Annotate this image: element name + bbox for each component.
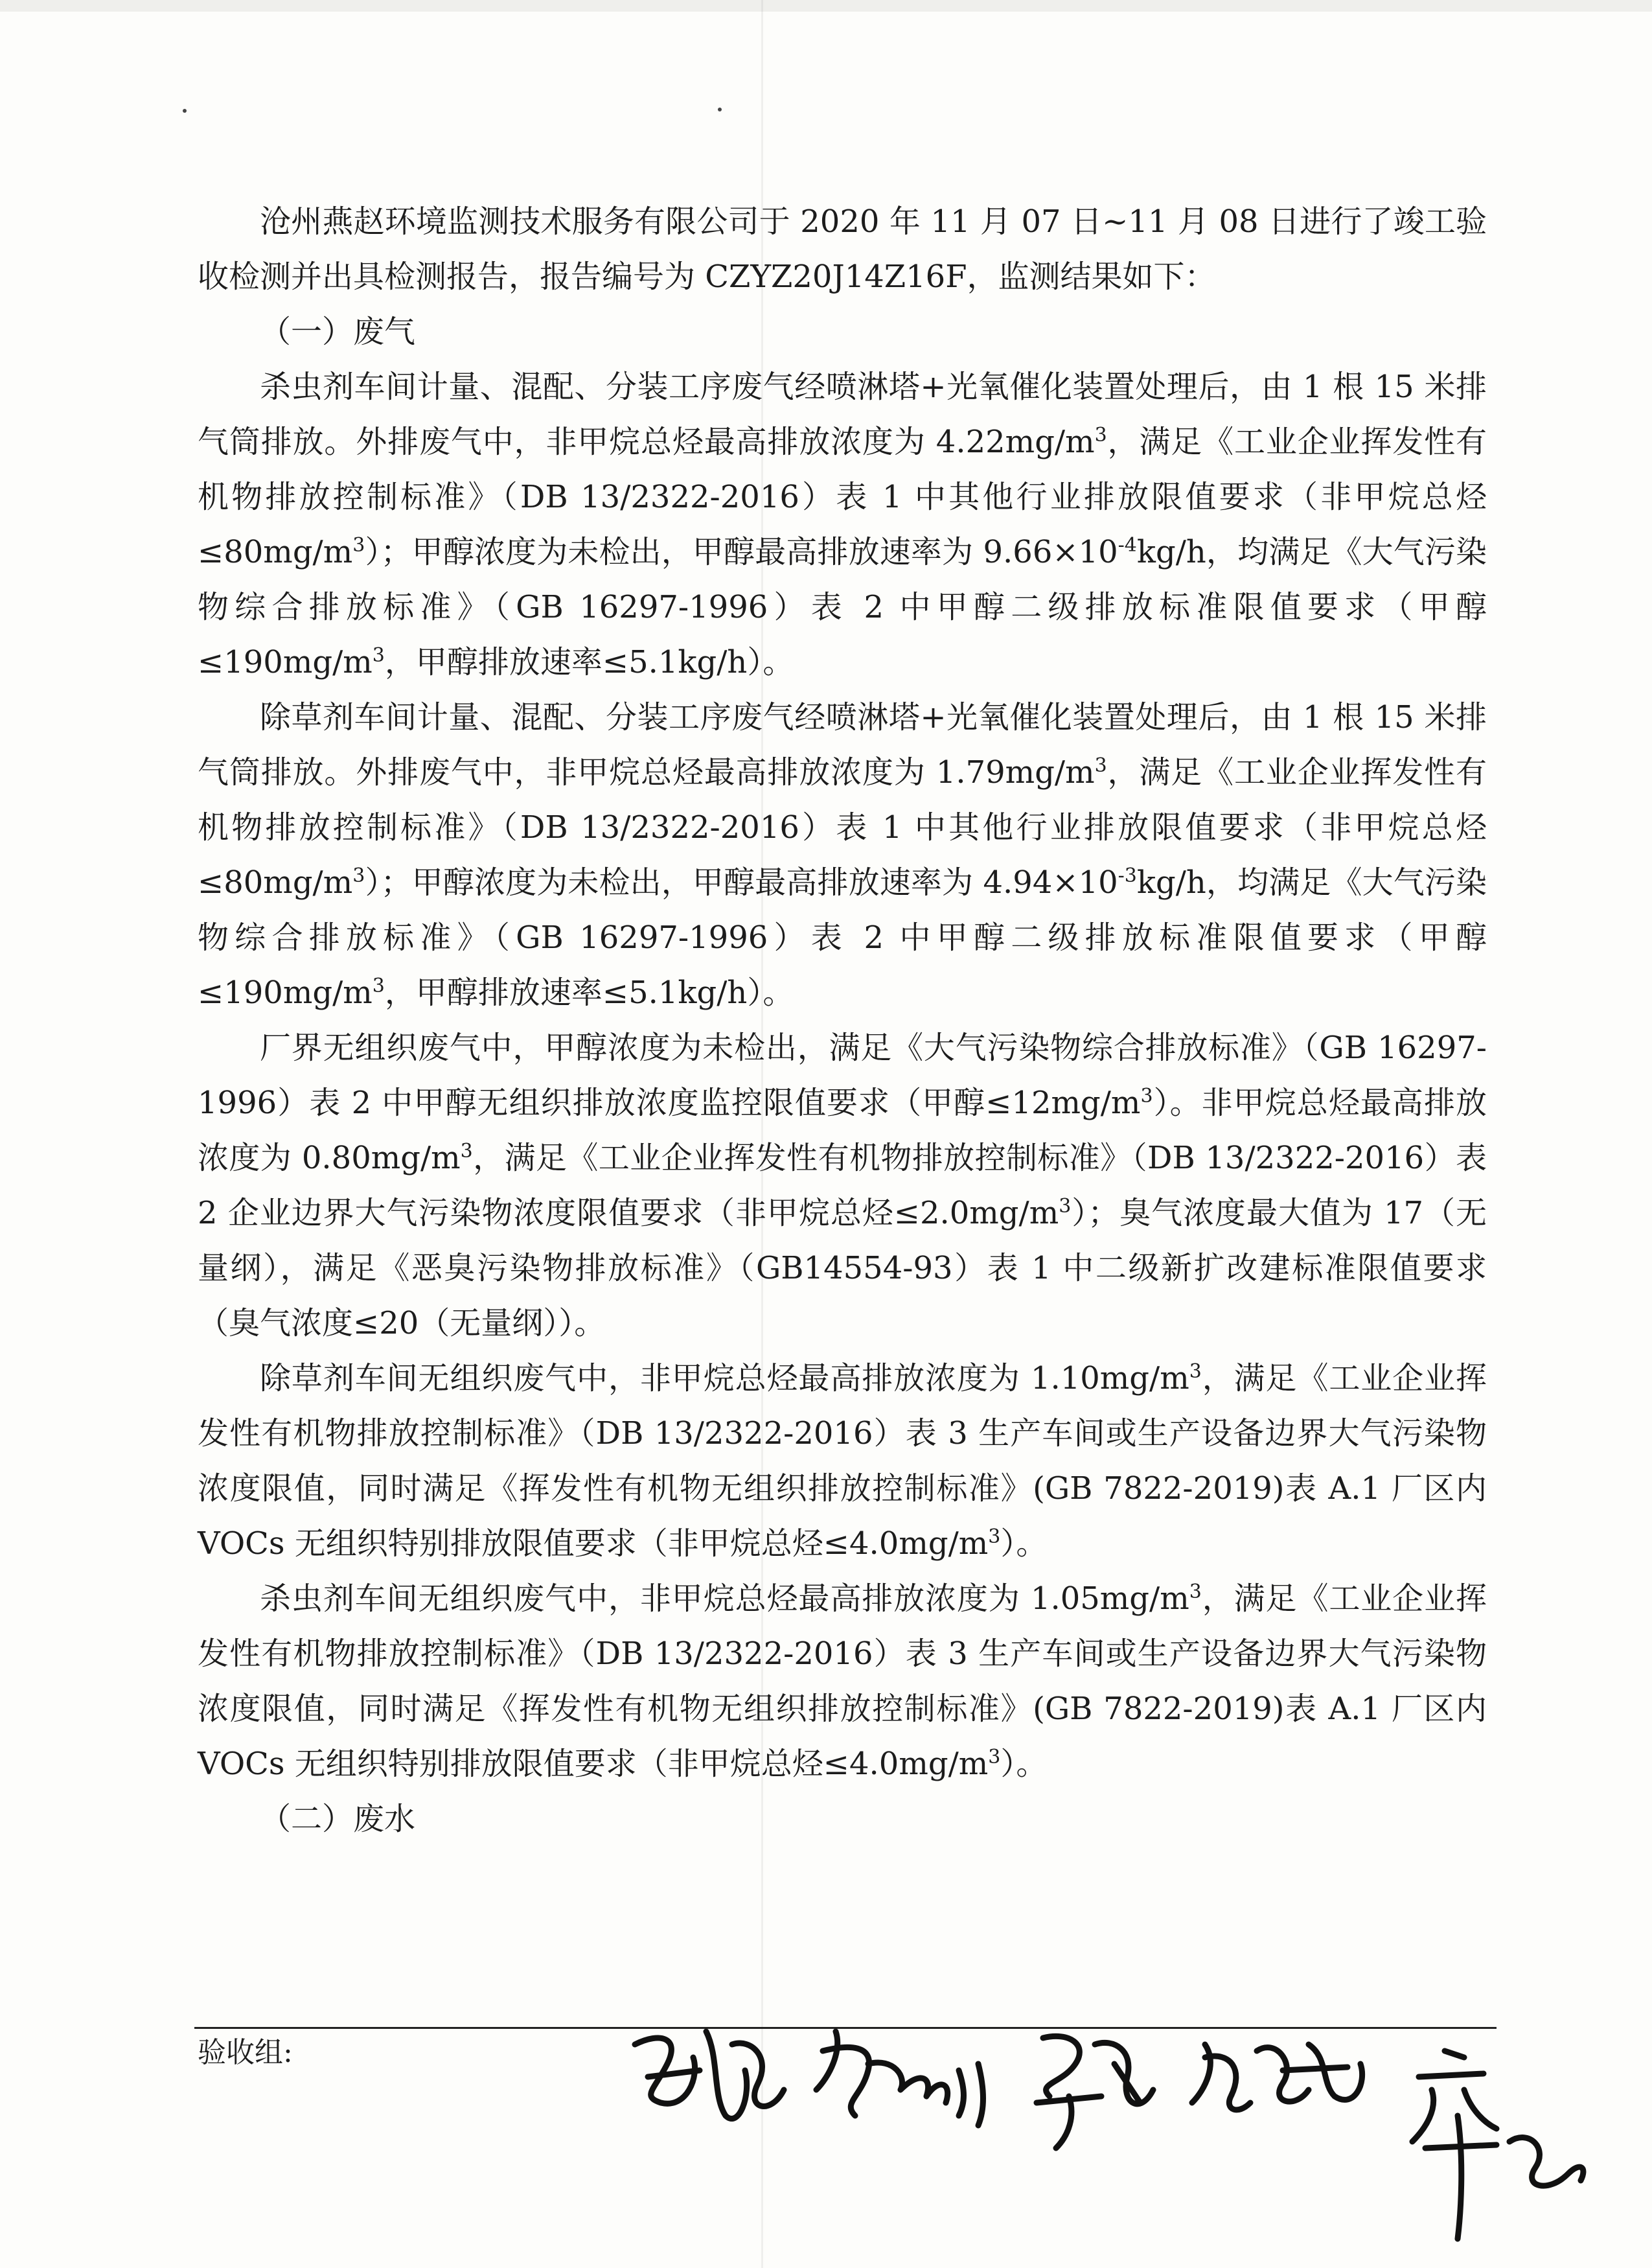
text-run: ）；甲醇浓度为未检出，甲醇最高排放速率为 9.66×10 (365, 534, 1118, 570)
text-run: ）。非甲烷总烃最高排放浓度为 0.80mg/m (198, 1085, 1487, 1176)
text-run: 厂界无组织废气中，甲醇浓度为未检出，满足《大气污染物综合排放标准》（GB 16297-1996）表 2 中甲醇无组织排放浓度监控限值要求（甲醇≤12mg/m (198, 1030, 1487, 1121)
section-heading-exhaust-gas: （一）废气 (260, 314, 416, 350)
superscript: 3 (352, 864, 365, 887)
text-run: kg/h，均满足《大气污染物综合排放标准》（GB 16297-1996）表 2 中甲醇二级排放标准限值要求（甲醇≤190mg/m (198, 864, 1487, 1011)
text-run: ）。 (1000, 1525, 1048, 1562)
text-run: ）；臭气浓度最大值为 17（无量纲），满足《恶臭污染物排放标准》（GB14554-93）表 1 中二级新扩改建标准限值要求（臭气浓度≤20（无量纲））。 (198, 1195, 1487, 1341)
text-run: ，满足《工业企业挥发性有机物排放控制标准》（DB 13/2322-2016）表 3 生产车间或生产设备边界大气污染物浓度限值，同时满足《挥发性有机物无组织排放控制标准》(GB 7822-2019)表 A.1 厂区内 VOCs 无组织特别排放限值要求（非甲烷总烃≤4.0mg/m (198, 1360, 1487, 1562)
text-run: ，满足《工业企业挥发性有机物排放控制标准》（DB 13/2322-2016）表 1 中其他行业排放限值要求（非甲烷总烃≤80mg/m (198, 424, 1487, 570)
handwritten-signatures (622, 2019, 1607, 2252)
signature-4 (1192, 2044, 1362, 2110)
superscript: 3 (460, 1140, 473, 1163)
document-body (198, 194, 1487, 1847)
superscript: 3 (1140, 1085, 1153, 1107)
signature-5 (1412, 2051, 1583, 2239)
section-heading-wastewater: （二）废水 (260, 1801, 416, 1837)
superscript: 3 (1094, 754, 1107, 777)
scan-speck (718, 108, 722, 111)
superscript: -3 (1118, 864, 1137, 887)
text-run: ，满足《工业企业挥发性有机物排放控制标准》（DB 13/2322-2016）表 2 企业边界大气污染物浓度限值要求（非甲烷总烃≤2.0mg/m (198, 1140, 1487, 1231)
text-run: ，满足《工业企业挥发性有机物排放控制标准》（DB 13/2322-2016）表 3 生产车间或生产设备边界大气污染物浓度限值，同时满足《挥发性有机物无组织排放控制标准》(GB 7822-2019)表 A.1 厂区内 VOCs 无组织特别排放限值要求（非甲烷总烃≤4.0mg/m (198, 1580, 1487, 1782)
paragraph-insecticide-workshop (198, 360, 1487, 690)
superscript: 3 (1189, 1580, 1202, 1603)
superscript: 3 (372, 975, 385, 997)
superscript: -4 (1118, 534, 1137, 557)
intro-paragraph (198, 194, 1487, 305)
signature-1 (635, 2031, 784, 2119)
signature-3 (1037, 2036, 1153, 2148)
superscript: 3 (988, 1525, 1001, 1548)
superscript: 3 (372, 644, 385, 667)
text-run: 杀虫剂车间无组织废气中，非甲烷总烃最高排放浓度为 1.05mg/m (260, 1580, 1189, 1617)
acceptance-group-label: 验收组: (198, 2036, 293, 2069)
text-run: ，满足《工业企业挥发性有机物排放控制标准》（DB 13/2322-2016）表 1 中其他行业排放限值要求（非甲烷总烃≤80mg/m (198, 754, 1487, 901)
superscript: 3 (1059, 1195, 1072, 1218)
text-run: 除草剂车间无组织废气中，非甲烷总烃最高排放浓度为 1.10mg/m (260, 1360, 1189, 1396)
text-run: ）。 (1000, 1746, 1048, 1782)
superscript: 3 (988, 1746, 1001, 1768)
signature-2 (816, 2031, 983, 2125)
paragraph-herbicide-fugitive (198, 1351, 1487, 1571)
superscript: 3 (1094, 424, 1107, 446)
text-run: 沧州燕赵环境监测技术服务有限公司于 2020 年 11 月 07 日~11 月 08 日进行了竣工验收检测并出具检测报告，报告编号为 CZYZ20J14Z16F，监测结果如下： (198, 203, 1487, 295)
superscript: 3 (352, 534, 365, 557)
superscript: 3 (1189, 1360, 1202, 1383)
text-run: 杀虫剂车间计量、混配、分装工序废气经喷淋塔+光氧催化装置处理后，由 1 根 15 米排气筒排放。外排废气中，非甲烷总烃最高排放浓度为 4.22mg/m (198, 369, 1487, 460)
paragraph-plant-boundary (198, 1021, 1487, 1351)
text-run: kg/h，均满足《大气污染物综合排放标准》（GB 16297-1996）表 2 中甲醇二级排放标准限值要求（甲醇≤190mg/m (198, 534, 1487, 680)
text-run: ，甲醇排放速率≤5.1kg/h）。 (384, 975, 794, 1011)
scan-edge (0, 0, 1652, 12)
paragraph-herbicide-workshop (198, 690, 1487, 1021)
text-run: ，甲醇排放速率≤5.1kg/h）。 (384, 644, 794, 680)
text-run: 除草剂车间计量、混配、分装工序废气经喷淋塔+光氧催化装置处理后，由 1 根 15 米排气筒排放。外排废气中，非甲烷总烃最高排放浓度为 1.79mg/m (198, 699, 1487, 791)
paragraph-insecticide-fugitive (198, 1571, 1487, 1792)
text-run: ）；甲醇浓度为未检出，甲醇最高排放速率为 4.94×10 (365, 864, 1118, 901)
scan-speck (183, 109, 187, 113)
